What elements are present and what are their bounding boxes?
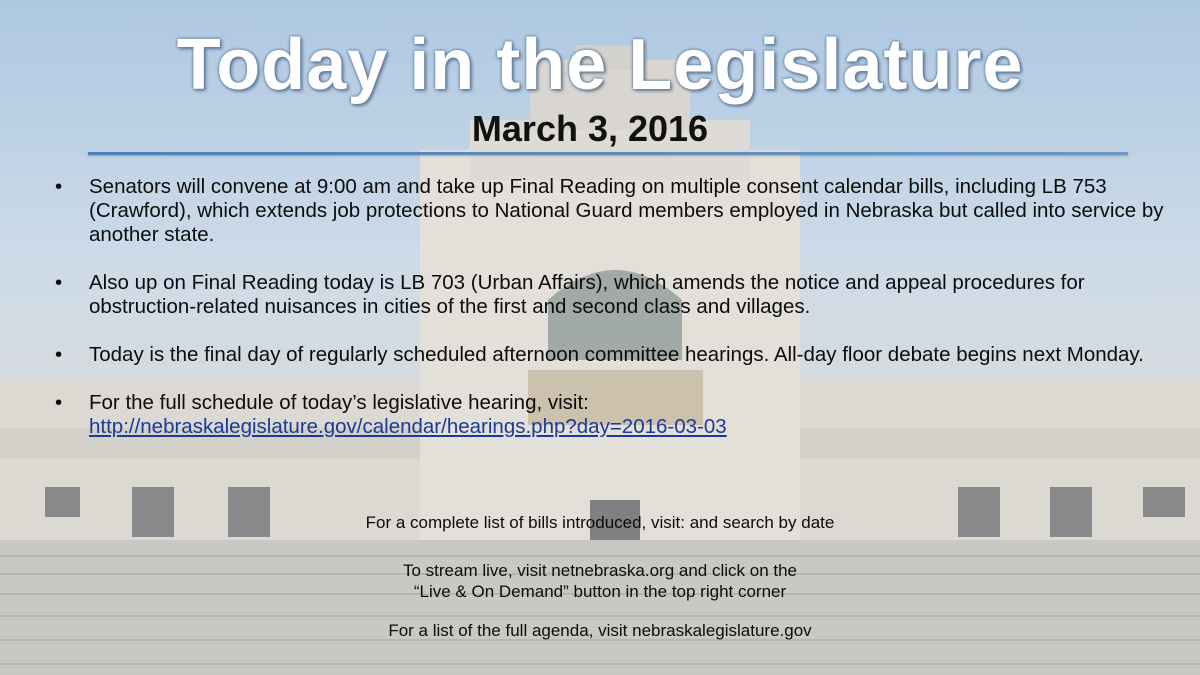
bullet-marker: • [55,343,63,366]
bullet-text: Also up on Final Reading today is LB 703 (Urban Affairs), which amends the notice and appeal procedures for obstruction-related nuisances in cities of the first and second class and villages. [89,271,1085,318]
footer-agenda-note: For a list of the full agenda, visit nebraskalegislature.gov [388,621,812,640]
hearings-schedule-link[interactable]: http://nebraskalegislature.gov/calendar/hearings.php?day=2016-03-03 [89,415,727,438]
bullet-text: Senators will convene at 9:00 am and take up Final Reading on multiple consent calendar bills, including LB 753 (Crawford), which extends job protections to National Guard members employed in Nebraska but called into service by another state. [89,175,1164,246]
footer-bills-note: For a complete list of bills introduced, visit: and search by date [365,513,835,532]
bullet-item-schedule [55,391,1165,439]
bullet-text: Today is the final day of regularly scheduled afternoon committee hearings. All-day floor debate begins next Monday. [89,343,1144,366]
bullet-list [55,175,1165,463]
date-subtitle: March 3, 2016 [471,108,709,149]
bullet-marker: • [55,391,63,414]
footer-stream-line2: “Live & On Demand” button in the top right corner [413,582,787,601]
divider-line [88,152,1128,155]
bullet-item-convene [55,175,1165,247]
bullet-marker: • [55,271,63,294]
bullet-marker: • [55,175,63,198]
footer-stream-line1: To stream live, visit netnebraska.org and click on the [402,561,798,580]
bullet-item-lb703 [55,271,1165,319]
page-title: Today in the Legislature [176,25,1024,105]
bullet-item-hearings [55,343,1165,367]
bullet-text: For the full schedule of today’s legislative hearing, visit: [89,391,589,414]
